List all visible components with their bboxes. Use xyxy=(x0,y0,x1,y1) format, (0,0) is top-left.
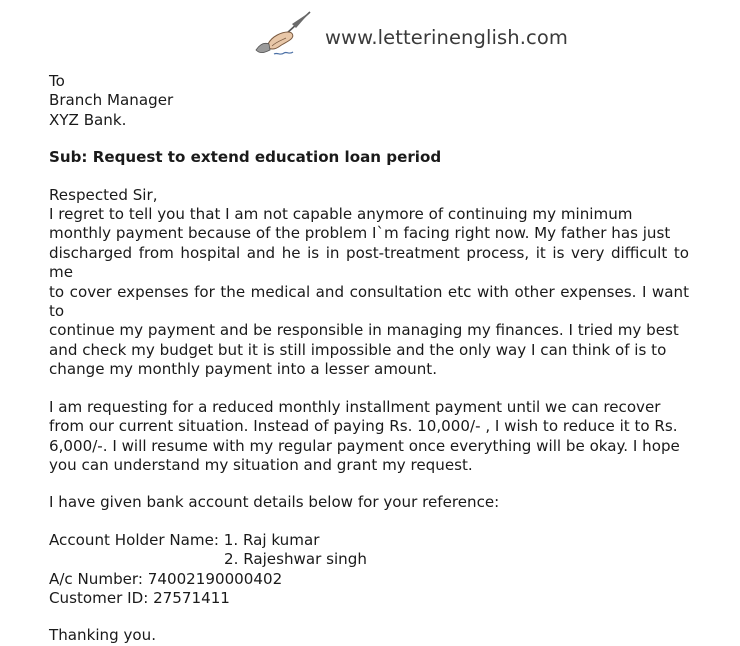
paragraph-line: continue my payment and be responsible in managing my finances. I tried my best xyxy=(49,321,679,340)
recipient-line: XYZ Bank. xyxy=(49,110,127,129)
paragraph-line: from our current situation. Instead of paying Rs. 10,000/- , I wish to reduce it to Rs. xyxy=(49,417,678,436)
paragraph-line: monthly payment because of the problem I`m facing right now. My father has just xyxy=(49,224,671,243)
paragraph-line: you can understand my situation and grant my request. xyxy=(49,455,473,474)
paragraph-line: discharged from hospital and he is in post-treatment process, it is very difficult to me xyxy=(49,243,689,282)
recipient-line: Branch Manager xyxy=(49,91,174,110)
paragraph-2 xyxy=(49,398,689,476)
paragraph-line: 6,000/-. I will resume with my regular payment once everything will be okay. I hope xyxy=(49,436,680,455)
paragraph-line: to cover expenses for the medical and consultation etc with other expenses. I want to xyxy=(49,282,689,321)
account-holder-line-2: 2. Rajeshwar singh xyxy=(224,550,367,569)
recipient-block xyxy=(49,72,689,130)
letter-body xyxy=(49,72,689,646)
account-holder-line: Account Holder Name: 1. Raj kumar xyxy=(49,530,320,549)
closing: Thanking you. xyxy=(49,626,157,645)
paragraph-1 xyxy=(49,205,689,380)
site-header xyxy=(0,10,740,60)
paragraph-line: and check my budget but it is still impossible and the only way I can think of is to xyxy=(49,340,667,359)
paragraph-line: I regret to tell you that I am not capable anymore of continuing my minimum xyxy=(49,205,633,224)
paragraph-line: I am requesting for a reduced monthly installment payment until we can recover xyxy=(49,397,661,416)
account-number: A/c Number: 74002190000402 xyxy=(49,569,283,588)
paragraph-line: change my monthly payment into a lesser amount. xyxy=(49,360,438,379)
site-url: www.letterinenglish.com xyxy=(325,26,568,49)
customer-id: Customer ID: 27571411 xyxy=(49,588,230,607)
letter-subject: Sub: Request to extend education loan period xyxy=(49,148,442,167)
salutation: Respected Sir, xyxy=(49,185,158,204)
paragraph-3: I have given bank account details below for your reference: xyxy=(49,493,500,512)
account-details xyxy=(49,531,689,609)
recipient-line: To xyxy=(49,72,65,90)
hand-writing-quill-icon xyxy=(252,10,314,58)
